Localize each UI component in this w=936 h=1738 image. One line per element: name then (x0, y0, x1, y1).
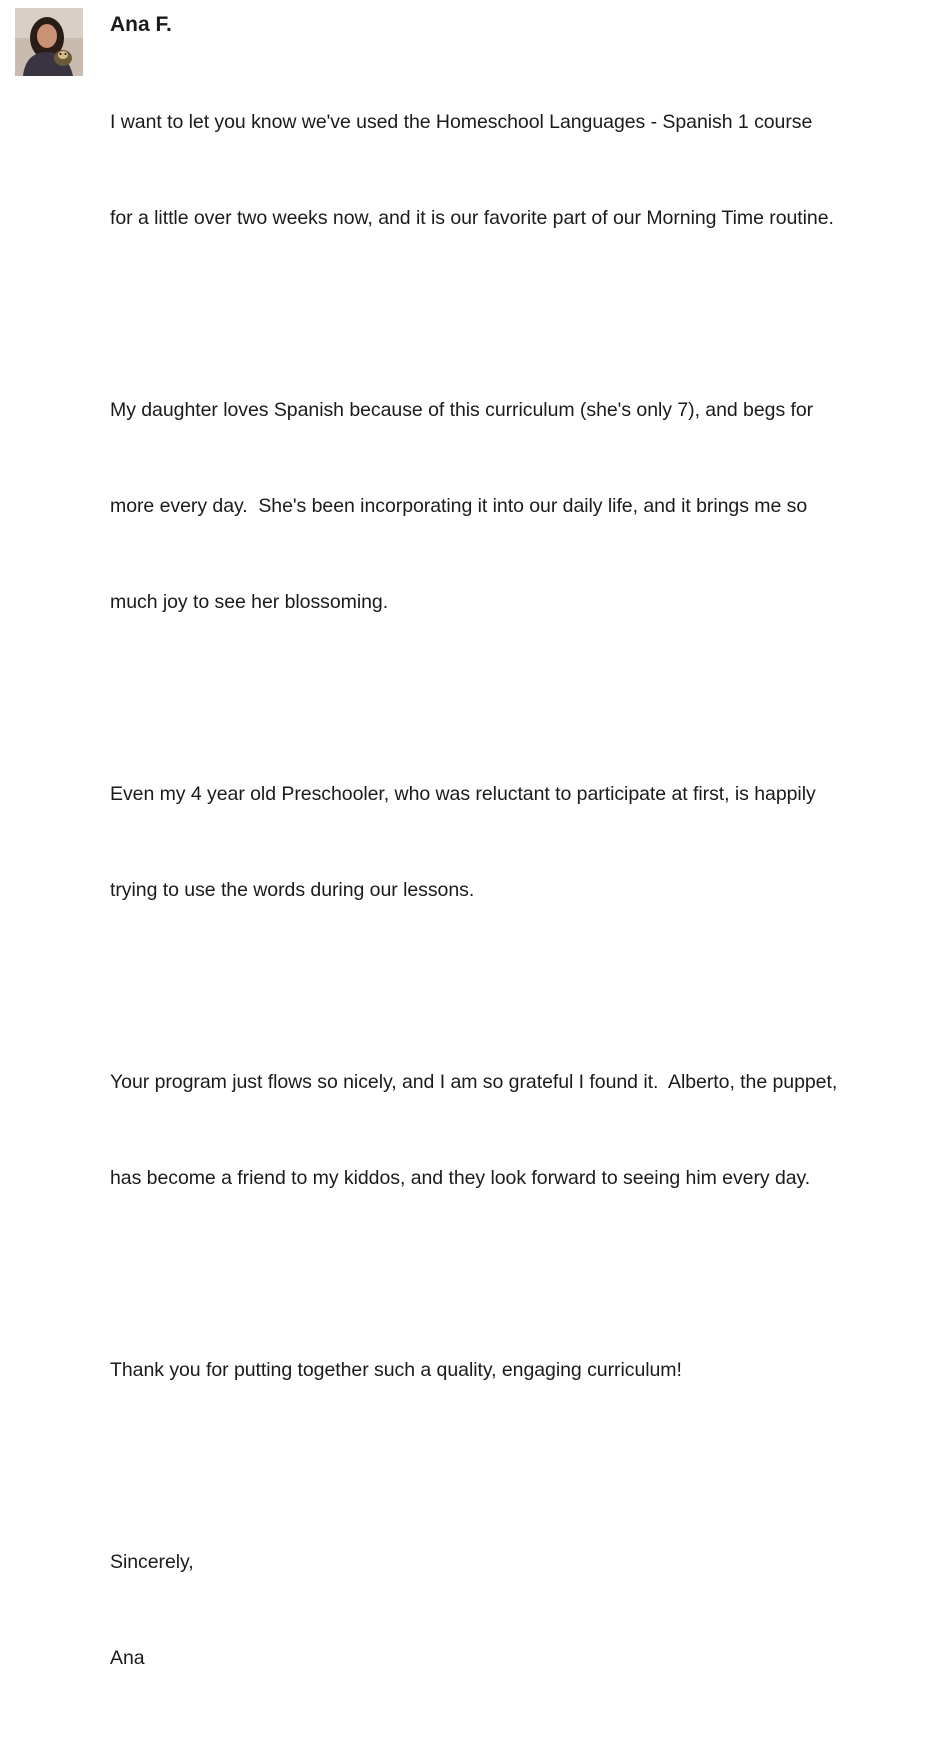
comment-paragraph (110, 330, 925, 682)
comment-signoff (110, 1482, 925, 1738)
user-avatar-photo-icon (15, 8, 83, 76)
comment-paragraph (110, 1002, 925, 1258)
comment-line: Your program just flows so nicely, and I am so grateful I found it. Alberto, the puppet, (110, 1071, 838, 1093)
signature-name: Ana (110, 1647, 145, 1669)
comment-paragraph (110, 714, 925, 970)
comment-line: has become a friend to my kiddos, and they look forward to seeing him every day. (110, 1167, 811, 1189)
avatar[interactable] (15, 8, 83, 76)
author-name: Ana F. (110, 13, 172, 36)
comment-paragraph (110, 42, 925, 298)
comment-line: Even my 4 year old Preschooler, who was reluctant to participate at first, is happily (110, 783, 816, 805)
comment-line: Thank you for putting together such a quality, engaging curriculum! (110, 1359, 682, 1381)
signoff-line: Sincerely, (110, 1551, 194, 1573)
comment-line: My daughter loves Spanish because of this curriculum (she's only 7), and begs for (110, 399, 814, 421)
comment-line: for a little over two weeks now, and it is our favorite part of our Morning Time routine. (110, 207, 834, 229)
comment-line: much joy to see her blossoming. (110, 591, 389, 613)
comment-line: trying to use the words during our lessons. (110, 879, 475, 901)
comment-line: I want to let you know we've used the Homeschool Languages - Spanish 1 course (110, 111, 813, 133)
comment-paragraph (110, 1290, 925, 1450)
comment-line: more every day. She's been incorporating it into our daily life, and it brings me so (110, 495, 808, 517)
comment-content (110, 10, 925, 1738)
